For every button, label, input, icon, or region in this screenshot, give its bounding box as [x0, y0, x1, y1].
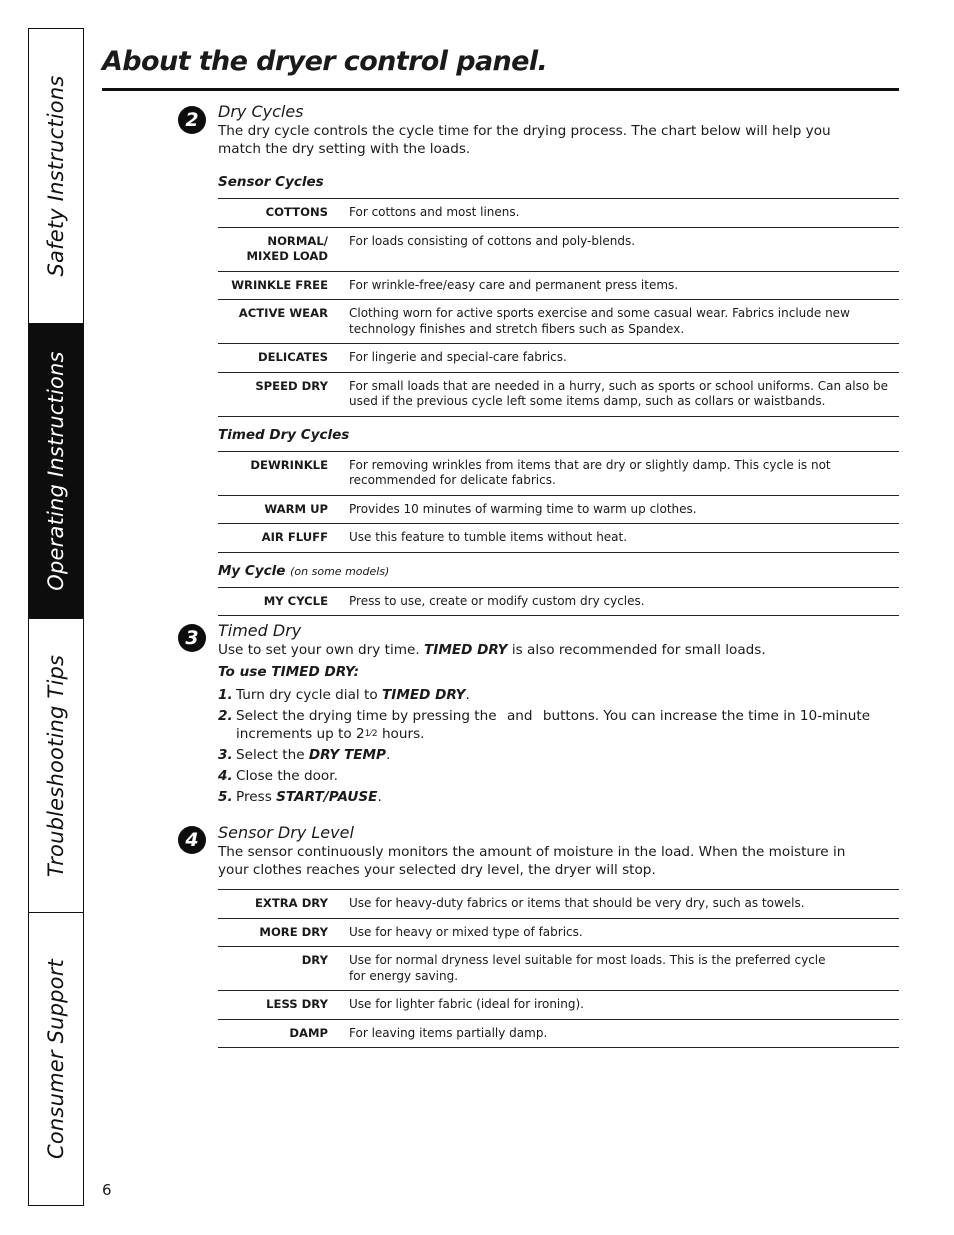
section-number-badge: 4	[178, 826, 206, 854]
my-cycle-table	[218, 587, 899, 617]
step-text: Press	[236, 789, 277, 805]
setting-name: ACTIVE WEAR	[218, 300, 349, 344]
desc-emphasis: TIMED DRY	[423, 642, 508, 658]
fraction-text: 1⁄2	[364, 729, 378, 739]
step-text: .	[465, 687, 470, 703]
setting-description: Use for heavy or mixed type of fabrics.	[349, 918, 899, 947]
setting-name: AIR FLUFF	[218, 524, 349, 553]
setting-name: MY CYCLE	[218, 587, 349, 616]
sensor-cycles-heading: Sensor Cycles	[218, 174, 324, 190]
setting-description: Use for normal dryness level suitable for most loads. This is the preferred cycle for energy saving.	[349, 947, 899, 991]
dry-cycles-section	[218, 102, 899, 616]
setting-description: For cottons and most linens.	[349, 199, 899, 228]
timed-dry-section	[218, 621, 899, 809]
sensor-dry-level-section	[218, 823, 899, 1048]
step-text: Turn dry cycle dial to	[236, 687, 382, 703]
step-text: Close the door.	[236, 768, 338, 784]
tab-consumer-support[interactable]	[29, 913, 83, 1204]
section-title: Sensor Dry Level	[218, 823, 354, 842]
step-item	[218, 788, 899, 806]
setting-name: DAMP	[218, 1019, 349, 1048]
setting-name: COTTONS	[218, 199, 349, 228]
table-row	[218, 918, 899, 947]
setting-description: For loads consisting of cottons and poly-blends.	[349, 227, 899, 271]
tab-label: Consumer Support	[44, 958, 68, 1159]
step-item	[218, 746, 899, 764]
step-number: 5.	[218, 789, 233, 805]
my-cycle-note: (on some models)	[290, 564, 390, 578]
desc-text: Use to set your own dry time.	[218, 642, 424, 658]
step-item	[218, 767, 899, 785]
tab-operating-instructions[interactable]	[29, 324, 83, 619]
table-row	[218, 300, 899, 344]
table-row	[218, 1019, 899, 1048]
setting-name: NORMAL/ MIXED LOAD	[218, 227, 349, 271]
step-emphasis: DRY TEMP	[308, 747, 387, 763]
step-item	[218, 686, 899, 704]
section-title: Dry Cycles	[218, 102, 304, 121]
table-row	[218, 372, 899, 416]
table-row	[218, 524, 899, 553]
setting-description: For leaving items partially damp.	[349, 1019, 899, 1048]
table-row	[218, 947, 899, 991]
to-use-heading: To use TIMED DRY:	[218, 664, 360, 680]
setting-name: DEWRINKLE	[218, 451, 349, 495]
table-row	[218, 451, 899, 495]
section-number-badge: 3	[178, 624, 206, 652]
step-text: Select the drying time by pressing the	[236, 708, 501, 724]
tab-safety-instructions[interactable]	[29, 29, 83, 324]
timed-dry-cycles-heading: Timed Dry Cycles	[218, 426, 350, 443]
step-text: buttons. You can increase the time in 10-minute increments up to 2	[236, 708, 871, 742]
setting-name: EXTRA DRY	[218, 890, 349, 919]
sensor-cycles-table	[218, 198, 899, 417]
setting-description: For removing wrinkles from items that are dry or slightly damp. This cycle is not recommended for delicate fabrics.	[349, 451, 899, 495]
table-row	[218, 495, 899, 524]
timed-dry-steps	[218, 686, 899, 806]
setting-name: WRINKLE FREE	[218, 271, 349, 300]
table-row	[218, 199, 899, 228]
tab-label: Operating Instructions	[44, 351, 68, 591]
setting-name: DRY	[218, 947, 349, 991]
dry-level-table	[218, 889, 899, 1048]
setting-description: For lingerie and special-care fabrics.	[349, 344, 899, 373]
setting-name: LESS DRY	[218, 991, 349, 1020]
table-row	[218, 344, 899, 373]
setting-name: MORE DRY	[218, 918, 349, 947]
section-description: The sensor continuously monitors the amount of moisture in the load. When the moisture in your clothes reaches your selected dry level, the dryer will stop.	[218, 844, 846, 878]
step-text: .	[377, 789, 382, 805]
setting-description: Provides 10 minutes of warming time to warm up clothes.	[349, 495, 899, 524]
table-row	[218, 271, 899, 300]
step-text: and	[506, 708, 537, 724]
tab-label: Safety Instructions	[44, 75, 68, 277]
desc-text: is also recommended for small loads.	[507, 642, 766, 658]
title-divider	[102, 88, 899, 91]
setting-description: Use this feature to tumble items without heat.	[349, 524, 899, 553]
setting-description: Use for heavy-duty fabrics or items that should be very dry, such as towels.	[349, 890, 899, 919]
page-number: 6	[102, 1181, 112, 1199]
step-text: hours.	[377, 726, 425, 742]
step-item	[218, 707, 899, 743]
section-number-badge: 2	[178, 106, 206, 134]
step-emphasis: TIMED DRY	[381, 687, 466, 703]
setting-name: SPEED DRY	[218, 372, 349, 416]
step-number: 3.	[218, 747, 233, 763]
tab-troubleshooting-tips[interactable]	[29, 619, 83, 913]
page-title: About the dryer control panel.	[102, 46, 548, 77]
setting-description: Use for lighter fabric (ideal for ironing).	[349, 991, 899, 1020]
table-row	[218, 890, 899, 919]
step-text: .	[386, 747, 391, 763]
my-cycle-heading-text: My Cycle	[218, 562, 286, 579]
setting-description: For wrinkle-free/easy care and permanent press items.	[349, 271, 899, 300]
table-row	[218, 227, 899, 271]
my-cycle-heading	[218, 563, 899, 579]
table-row	[218, 587, 899, 616]
side-tabs	[28, 28, 84, 1206]
setting-name: WARM UP	[218, 495, 349, 524]
setting-description: Press to use, create or modify custom dry cycles.	[349, 587, 899, 616]
step-number: 1.	[218, 687, 233, 703]
table-row	[218, 991, 899, 1020]
setting-description: Clothing worn for active sports exercise and some casual wear. Fabrics include new technology finishes and stretch fibers such as Spandex.	[349, 300, 899, 344]
step-number: 2.	[218, 708, 233, 724]
step-text: Select the	[236, 747, 309, 763]
step-number: 4.	[218, 768, 233, 784]
step-emphasis: START/PAUSE	[276, 789, 378, 805]
timed-dry-cycles-table	[218, 451, 899, 553]
tab-label: Troubleshooting Tips	[44, 654, 68, 877]
section-title: Timed Dry	[218, 621, 302, 640]
section-description: The dry cycle controls the cycle time for the drying process. The chart below will help you match the dry setting with the loads.	[218, 123, 831, 157]
setting-description: For small loads that are needed in a hurry, such as sports or school uniforms. Can also be used if the previous cycle left some items damp, such as collars or waistbands.	[349, 372, 899, 416]
section-description	[218, 641, 899, 659]
setting-name: DELICATES	[218, 344, 349, 373]
